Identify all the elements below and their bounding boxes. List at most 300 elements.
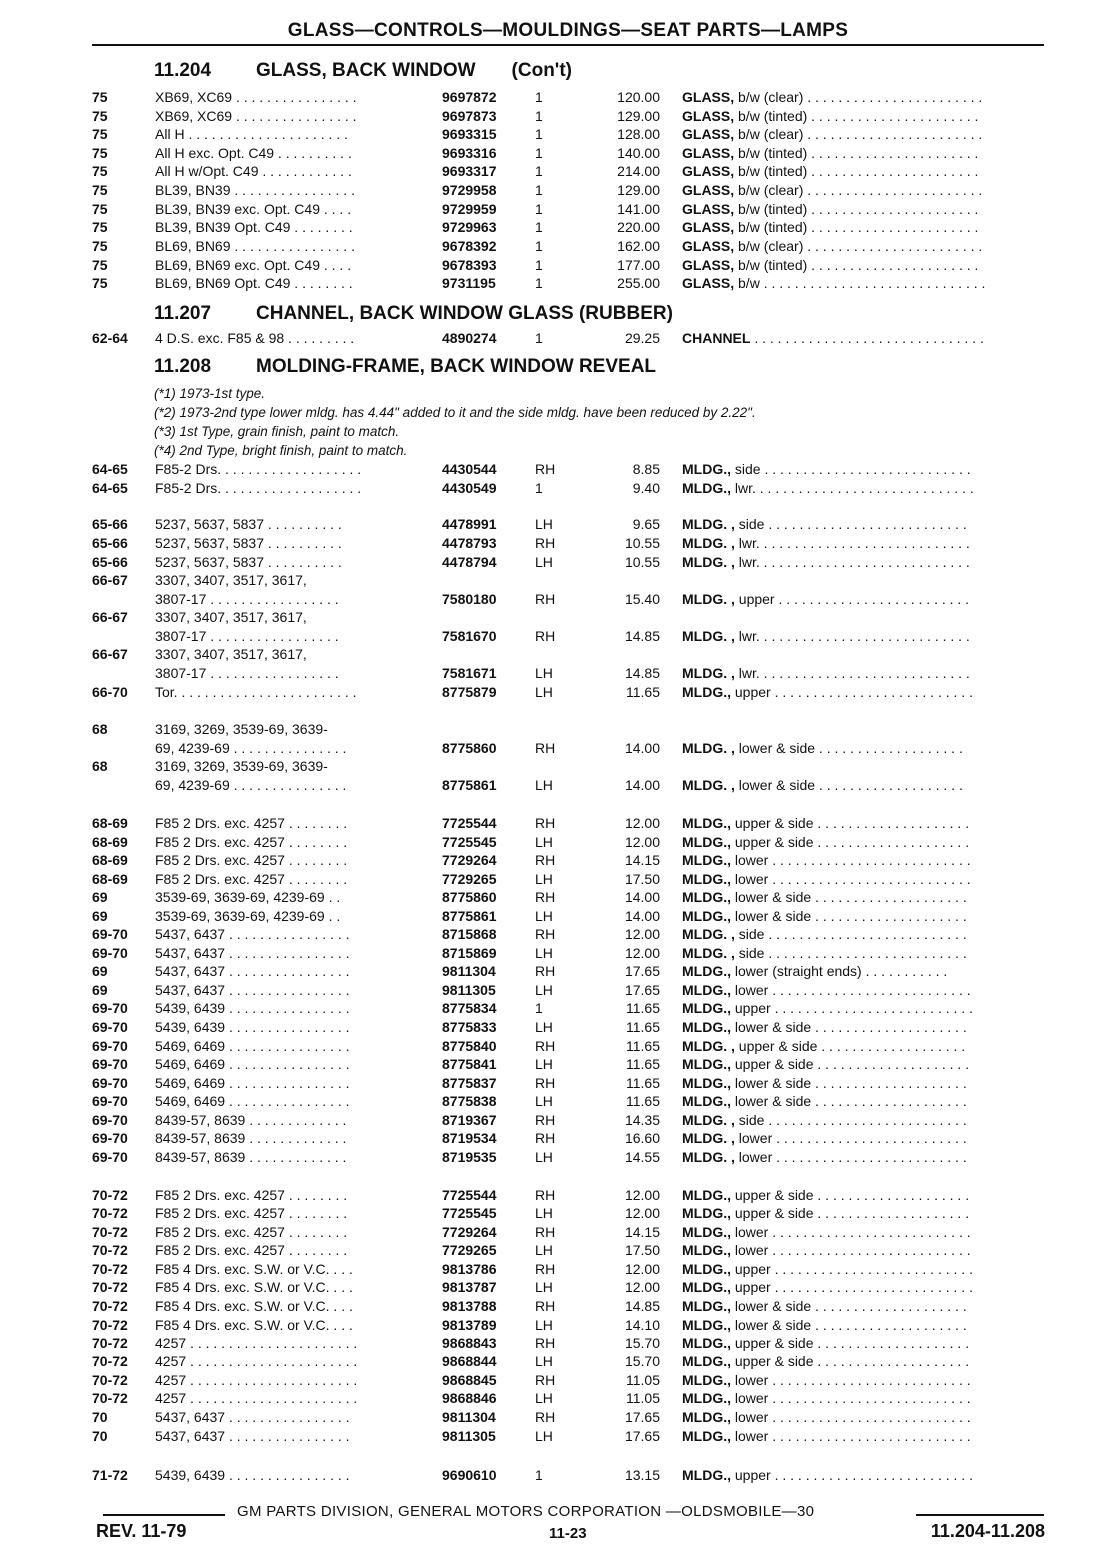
- description: [682, 181, 1044, 199]
- description: [682, 1111, 1044, 1129]
- price: 140.00: [617, 145, 660, 161]
- description-detail: b/w (tinted) . . . . . . . . . . . . . . . . . . . . . .: [734, 163, 979, 179]
- description-keyword: MLDG.,: [682, 1298, 731, 1314]
- description-detail: lower . . . . . . . . . . . . . . . . . . . . . . . . . .: [731, 1242, 971, 1258]
- application: 3539-69, 3639-69, 4239-69 . .: [155, 889, 341, 905]
- quantity: 1: [535, 201, 543, 217]
- footer-rule-right: [916, 1514, 1044, 1516]
- table-row: [92, 757, 1052, 775]
- description: [682, 479, 1044, 497]
- application: 5237, 5637, 5837 . . . . . . . . . .: [155, 516, 342, 532]
- quantity: 1: [535, 480, 543, 496]
- description-keyword: MLDG. ,: [682, 1149, 735, 1165]
- part-number: 9868844: [442, 1353, 497, 1369]
- description-keyword: GLASS,: [682, 126, 735, 142]
- model-year: 69: [92, 908, 108, 924]
- table-row: [92, 907, 1052, 925]
- part-number: 9697873: [442, 108, 497, 124]
- description-keyword: MLDG.,: [682, 1000, 731, 1016]
- table-row: [92, 218, 1052, 236]
- application: 5469, 6469 . . . . . . . . . . . . . . . .: [155, 1075, 350, 1091]
- quantity: RH: [535, 1112, 556, 1128]
- part-number: 4430549: [442, 480, 497, 496]
- price: 14.85: [624, 628, 660, 644]
- model-year: 68-69: [92, 871, 128, 887]
- section-heading: [154, 356, 656, 378]
- description-detail: upper . . . . . . . . . . . . . . . . . . . . . . . . .: [734, 591, 970, 607]
- application: 69, 4239-69 . . . . . . . . . . . . . . .: [155, 740, 347, 756]
- table-row: [92, 1037, 1052, 1055]
- table-row: [92, 814, 1052, 832]
- application: F85-2 Drs. . . . . . . . . . . . . . . . . . .: [155, 480, 362, 496]
- model-year: 68-69: [92, 834, 128, 850]
- description-keyword: GLASS,: [682, 257, 735, 273]
- description-detail: upper & side . . . . . . . . . . . . . . . . . . . .: [731, 1335, 970, 1351]
- application: F85 2 Drs. exc. 4257 . . . . . . . .: [155, 1205, 348, 1221]
- price: 14.15: [624, 1224, 660, 1240]
- description-keyword: MLDG.,: [682, 1317, 731, 1333]
- description-detail: side . . . . . . . . . . . . . . . . . . . . . . . . . .: [734, 926, 967, 942]
- model-year: 75: [92, 108, 108, 124]
- section-note: (*1) 1973-1st type.: [154, 386, 266, 401]
- part-number: 4430544: [442, 461, 497, 477]
- model-year: 75: [92, 163, 108, 179]
- table-row: [92, 1466, 1052, 1484]
- quantity: RH: [535, 926, 556, 942]
- application: 3307, 3407, 3517, 3617,: [155, 646, 307, 662]
- quantity: LH: [535, 834, 553, 850]
- model-year: 66-67: [92, 646, 128, 662]
- description-detail: lower & side . . . . . . . . . . . . . . . . . . .: [734, 740, 963, 756]
- table-row: [92, 1278, 1052, 1296]
- description: [682, 1037, 1044, 1055]
- part-number: 9811305: [442, 1428, 496, 1444]
- quantity: LH: [535, 1019, 553, 1035]
- model-year: 75: [92, 257, 108, 273]
- application: 5437, 6437 . . . . . . . . . . . . . . . .: [155, 945, 350, 961]
- description: [682, 627, 1044, 645]
- table-row: [92, 1186, 1052, 1204]
- table-row: [92, 664, 1052, 682]
- description-detail: side . . . . . . . . . . . . . . . . . . . . . . . . . .: [734, 1112, 967, 1128]
- description-keyword: MLDG.,: [682, 1019, 731, 1035]
- description: [682, 944, 1044, 962]
- price: 128.00: [617, 126, 660, 142]
- part-number: 9811304: [442, 1409, 496, 1425]
- part-number: 7729265: [442, 871, 497, 887]
- section-number: 11.204: [154, 60, 212, 81]
- table-row: [92, 274, 1052, 292]
- application: All H w/Opt. C49 . . . . . . . . . . . .: [155, 163, 352, 179]
- table-row: [92, 1092, 1052, 1110]
- table-row: [92, 181, 1052, 199]
- model-year: 75: [92, 219, 108, 235]
- description-keyword: MLDG.,: [682, 1409, 731, 1425]
- table-row: [92, 1055, 1052, 1073]
- description: [682, 590, 1044, 608]
- application: 3169, 3269, 3539-69, 3639-: [155, 758, 328, 774]
- description: [682, 664, 1044, 682]
- description-detail: lower . . . . . . . . . . . . . . . . . . . . . . . . . .: [731, 1428, 971, 1444]
- table-row: [92, 1204, 1052, 1222]
- quantity: LH: [535, 684, 553, 700]
- model-year: 70-72: [92, 1317, 128, 1333]
- price: 17.65: [624, 982, 660, 998]
- model-year: 70-72: [92, 1353, 128, 1369]
- description-detail: upper . . . . . . . . . . . . . . . . . . . . . . . . . .: [731, 1261, 973, 1277]
- model-year: 70: [92, 1409, 108, 1425]
- description: [682, 907, 1044, 925]
- part-number: 8775840: [442, 1038, 497, 1054]
- part-number: 7581671: [442, 665, 497, 681]
- description-detail: upper . . . . . . . . . . . . . . . . . . . . . . . . . .: [731, 1279, 973, 1295]
- model-year: 70-72: [92, 1279, 128, 1295]
- application: 5469, 6469 . . . . . . . . . . . . . . . .: [155, 1056, 350, 1072]
- description-detail: upper & side . . . . . . . . . . . . . . . . . . .: [734, 1038, 966, 1054]
- quantity: LH: [535, 1353, 553, 1369]
- description: [682, 200, 1044, 218]
- price: 15.70: [624, 1353, 660, 1369]
- application: BL69, BN69 . . . . . . . . . . . . . . . .: [155, 238, 355, 254]
- part-number: 8775861: [442, 777, 497, 793]
- quantity: 1: [535, 89, 543, 105]
- description-keyword: MLDG.,: [682, 684, 731, 700]
- description-detail: lwr. . . . . . . . . . . . . . . . . . . . . . . . . . . .: [734, 554, 970, 570]
- quantity: 1: [535, 275, 543, 291]
- price: 29.25: [624, 330, 660, 346]
- description-detail: b/w (clear) . . . . . . . . . . . . . . . . . . . . . . .: [734, 126, 983, 142]
- section-continued: (Con't): [511, 60, 572, 81]
- model-year: 69-70: [92, 1019, 128, 1035]
- price: 11.65: [626, 684, 660, 700]
- part-number: 4890274: [442, 330, 497, 346]
- application: F85 4 Drs. exc. S.W. or V.C. . . .: [155, 1298, 353, 1314]
- description-detail: upper . . . . . . . . . . . . . . . . . . . . . . . . . .: [731, 684, 973, 700]
- application: F85 4 Drs. exc. S.W. or V.C. . . .: [155, 1279, 353, 1295]
- part-number: 9729959: [442, 201, 497, 217]
- quantity: RH: [535, 889, 556, 905]
- part-number: 9868845: [442, 1372, 497, 1388]
- description-detail: b/w (tinted) . . . . . . . . . . . . . . . . . . . . . .: [734, 201, 979, 217]
- quantity: LH: [535, 1149, 553, 1165]
- application: BL69, BN69 exc. Opt. C49 . . . .: [155, 257, 352, 273]
- description-keyword: MLDG.,: [682, 1224, 731, 1240]
- application: 3539-69, 3639-69, 4239-69 . .: [155, 908, 341, 924]
- table-row: [92, 1297, 1052, 1315]
- table-row: [92, 590, 1052, 608]
- quantity: RH: [535, 1409, 556, 1425]
- quantity: 1: [535, 182, 543, 198]
- page-header: GLASS—CONTROLS—MOULDINGS—SEAT PARTS—LAMPS: [287, 20, 849, 41]
- description-keyword: MLDG. ,: [682, 628, 735, 644]
- part-number: 9813789: [442, 1317, 497, 1333]
- description-detail: lwr. . . . . . . . . . . . . . . . . . . . . . . . . . . .: [734, 665, 970, 681]
- part-number: 8775861: [442, 908, 497, 924]
- description: [682, 776, 1044, 794]
- application: F85-2 Drs. . . . . . . . . . . . . . . . . . .: [155, 461, 362, 477]
- part-number: 9729963: [442, 219, 497, 235]
- part-number: 9813786: [442, 1261, 497, 1277]
- price: 12.00: [624, 815, 660, 831]
- description: [682, 925, 1044, 943]
- price: 14.00: [624, 740, 660, 756]
- table-row: [92, 237, 1052, 255]
- application: F85 2 Drs. exc. 4257 . . . . . . . .: [155, 871, 348, 887]
- table-row: [92, 553, 1052, 571]
- quantity: RH: [535, 591, 556, 607]
- price: 14.10: [624, 1317, 660, 1333]
- part-number: 9813788: [442, 1298, 497, 1314]
- price: 12.00: [624, 945, 660, 961]
- price: 14.55: [624, 1149, 660, 1165]
- description-keyword: MLDG.,: [682, 1335, 731, 1351]
- description-keyword: MLDG.,: [682, 834, 731, 850]
- part-number: 8715868: [442, 926, 497, 942]
- section-number: 11.208: [154, 356, 212, 377]
- description-detail: . . . . . . . . . . . . . . . . . . . . . . . . . . . . . .: [750, 330, 984, 346]
- application: F85 2 Drs. exc. 4257 . . . . . . . .: [155, 852, 348, 868]
- table-row: [92, 925, 1052, 943]
- description: [682, 329, 1044, 347]
- section-heading: [154, 303, 673, 325]
- model-year: 70-72: [92, 1187, 128, 1203]
- application: 5437, 6437 . . . . . . . . . . . . . . . .: [155, 926, 350, 942]
- description: [682, 534, 1044, 552]
- quantity: RH: [535, 1372, 556, 1388]
- model-year: 75: [92, 89, 108, 105]
- table-row: [92, 833, 1052, 851]
- description-detail: lower & side . . . . . . . . . . . . . . . . . . .: [734, 777, 963, 793]
- model-year: 70-72: [92, 1390, 128, 1406]
- model-year: 69-70: [92, 1000, 128, 1016]
- application: All H . . . . . . . . . . . . . . . . . . . . .: [155, 126, 348, 142]
- quantity: RH: [535, 740, 556, 756]
- price: 10.55: [624, 535, 660, 551]
- description-keyword: MLDG. ,: [682, 516, 735, 532]
- description-detail: lower & side . . . . . . . . . . . . . . . . . . . .: [731, 1075, 967, 1091]
- part-number: 9678393: [442, 257, 497, 273]
- description-keyword: MLDG. ,: [682, 1112, 735, 1128]
- description-keyword: MLDG.,: [682, 1056, 731, 1072]
- table-row: [92, 1111, 1052, 1129]
- price: 14.00: [624, 889, 660, 905]
- description-keyword: MLDG.,: [682, 1353, 731, 1369]
- model-year: 70-72: [92, 1335, 128, 1351]
- application: 4257 . . . . . . . . . . . . . . . . . . . . . .: [155, 1353, 358, 1369]
- model-year: 70: [92, 1428, 108, 1444]
- table-row: [92, 627, 1052, 645]
- table-row: [92, 88, 1052, 106]
- description: [682, 1316, 1044, 1334]
- part-number: 9811305: [442, 982, 496, 998]
- application: 5237, 5637, 5837 . . . . . . . . . .: [155, 535, 342, 551]
- description-keyword: GLASS,: [682, 275, 735, 291]
- table-row: [92, 479, 1052, 497]
- quantity: LH: [535, 1242, 553, 1258]
- table-row: [92, 1148, 1052, 1166]
- application: F85 2 Drs. exc. 4257 . . . . . . . .: [155, 1242, 348, 1258]
- application: F85 2 Drs. exc. 4257 . . . . . . . .: [155, 815, 348, 831]
- description: [682, 162, 1044, 180]
- description-detail: lwr. . . . . . . . . . . . . . . . . . . . . . . . . . . . .: [731, 480, 974, 496]
- application: 3307, 3407, 3517, 3617,: [155, 609, 307, 625]
- application: 5437, 6437 . . . . . . . . . . . . . . . .: [155, 1409, 350, 1425]
- quantity: 1: [535, 330, 543, 346]
- quantity: LH: [535, 982, 553, 998]
- model-year: 68: [92, 721, 108, 737]
- model-year: 69-70: [92, 1112, 128, 1128]
- description-keyword: MLDG. ,: [682, 1130, 735, 1146]
- price: 177.00: [617, 257, 660, 273]
- description-detail: b/w (tinted) . . . . . . . . . . . . . . . . . . . . . .: [734, 145, 979, 161]
- table-row: [92, 870, 1052, 888]
- part-number: 7580180: [442, 591, 497, 607]
- quantity: 1: [535, 1467, 543, 1483]
- quantity: LH: [535, 908, 553, 924]
- model-year: 66-67: [92, 609, 128, 625]
- description-keyword: MLDG. ,: [682, 926, 735, 942]
- application: XB69, XC69 . . . . . . . . . . . . . . . .: [155, 108, 357, 124]
- description-keyword: GLASS,: [682, 201, 735, 217]
- description: [682, 125, 1044, 143]
- application: F85 2 Drs. exc. 4257 . . . . . . . .: [155, 1224, 348, 1240]
- description-detail: upper & side . . . . . . . . . . . . . . . . . . . .: [731, 834, 970, 850]
- description-detail: upper . . . . . . . . . . . . . . . . . . . . . . . . . .: [731, 1467, 973, 1483]
- model-year: 70-72: [92, 1261, 128, 1277]
- quantity: RH: [535, 963, 556, 979]
- price: 11.65: [626, 1093, 660, 1109]
- description-keyword: GLASS,: [682, 108, 735, 124]
- model-year: 65-66: [92, 535, 128, 551]
- quantity: LH: [535, 1093, 553, 1109]
- application: 3307, 3407, 3517, 3617,: [155, 572, 307, 588]
- application: Tor. . . . . . . . . . . . . . . . . . . . . . . .: [155, 684, 357, 700]
- table-row: [92, 515, 1052, 533]
- model-year: 69-70: [92, 1093, 128, 1109]
- description-detail: lower . . . . . . . . . . . . . . . . . . . . . . . . . .: [731, 1409, 971, 1425]
- description-detail: b/w . . . . . . . . . . . . . . . . . . . . . . . . . . . . .: [734, 275, 986, 291]
- price: 14.00: [624, 777, 660, 793]
- model-year: 69-70: [92, 926, 128, 942]
- description-keyword: MLDG. ,: [682, 535, 735, 551]
- quantity: 1: [535, 238, 543, 254]
- price: 17.65: [624, 1409, 660, 1425]
- quantity: 1: [535, 163, 543, 179]
- price: 11.05: [626, 1372, 660, 1388]
- quantity: RH: [535, 1298, 556, 1314]
- description-detail: lower & side . . . . . . . . . . . . . . . . . . . .: [731, 1298, 967, 1314]
- description-detail: upper & side . . . . . . . . . . . . . . . . . . . .: [731, 1056, 970, 1072]
- description-keyword: MLDG. ,: [682, 740, 735, 756]
- description-keyword: MLDG.,: [682, 982, 731, 998]
- quantity: RH: [535, 1038, 556, 1054]
- quantity: RH: [535, 815, 556, 831]
- quantity: LH: [535, 516, 553, 532]
- model-year: 70-72: [92, 1205, 128, 1221]
- quantity: RH: [535, 1261, 556, 1277]
- description-detail: lower & side . . . . . . . . . . . . . . . . . . . .: [731, 889, 967, 905]
- price: 11.65: [626, 1056, 660, 1072]
- footer-text: GM PARTS DIVISION, GENERAL MOTORS CORPORATION —OLDSMOBILE—30: [237, 1503, 815, 1520]
- description: [682, 888, 1044, 906]
- description-keyword: MLDG.,: [682, 461, 731, 477]
- model-year: 69-70: [92, 945, 128, 961]
- description: [682, 218, 1044, 236]
- description-detail: lower . . . . . . . . . . . . . . . . . . . . . . . . . .: [731, 1390, 971, 1406]
- model-year: 70-72: [92, 1298, 128, 1314]
- part-number: 9813787: [442, 1279, 497, 1295]
- price: 220.00: [617, 219, 660, 235]
- price: 12.00: [624, 1205, 660, 1221]
- application: BL39, BN39 Opt. C49 . . . . . . . .: [155, 219, 353, 235]
- price: 14.15: [624, 852, 660, 868]
- part-number: 9693317: [442, 163, 497, 179]
- description-keyword: MLDG.,: [682, 1242, 731, 1258]
- table-row: [92, 1074, 1052, 1092]
- quantity: 1: [535, 126, 543, 142]
- description: [682, 1352, 1044, 1370]
- description-detail: side . . . . . . . . . . . . . . . . . . . . . . . . . .: [734, 945, 967, 961]
- quantity: LH: [535, 665, 553, 681]
- part-number: 7581670: [442, 628, 497, 644]
- description-detail: lwr. . . . . . . . . . . . . . . . . . . . . . . . . . . .: [734, 628, 970, 644]
- application: 3807-17 . . . . . . . . . . . . . . . . .: [155, 628, 339, 644]
- part-number: 8775841: [442, 1056, 497, 1072]
- model-year: 65-66: [92, 516, 128, 532]
- application: 4257 . . . . . . . . . . . . . . . . . . . . . .: [155, 1372, 358, 1388]
- description-keyword: GLASS,: [682, 238, 735, 254]
- description-keyword: GLASS,: [682, 219, 735, 235]
- description-detail: lower . . . . . . . . . . . . . . . . . . . . . . . . . .: [731, 1372, 971, 1388]
- application: 4257 . . . . . . . . . . . . . . . . . . . . . .: [155, 1390, 358, 1406]
- description-keyword: MLDG.,: [682, 852, 731, 868]
- model-year: 64-65: [92, 461, 128, 477]
- header-rule: [92, 44, 1044, 46]
- description-detail: lwr. . . . . . . . . . . . . . . . . . . . . . . . . . . .: [734, 535, 970, 551]
- price: 162.00: [617, 238, 660, 254]
- description-keyword: MLDG. ,: [682, 665, 735, 681]
- description: [682, 88, 1044, 106]
- description-detail: lower & side . . . . . . . . . . . . . . . . . . . .: [731, 908, 967, 924]
- model-year: 68: [92, 758, 108, 774]
- price: 11.65: [626, 1038, 660, 1054]
- part-number: 9690610: [442, 1467, 497, 1483]
- price: 17.50: [624, 1242, 660, 1258]
- application: F85 4 Drs. exc. S.W. or V.C. . . .: [155, 1261, 353, 1277]
- description: [682, 1371, 1044, 1389]
- description-keyword: MLDG.,: [682, 1390, 731, 1406]
- table-row: [92, 1352, 1052, 1370]
- table-row: [92, 125, 1052, 143]
- model-year: 65-66: [92, 554, 128, 570]
- description-keyword: GLASS,: [682, 163, 735, 179]
- part-number: 8775837: [442, 1075, 497, 1091]
- application: 4257 . . . . . . . . . . . . . . . . . . . . . .: [155, 1335, 358, 1351]
- description-detail: lower . . . . . . . . . . . . . . . . . . . . . . . . . .: [731, 871, 971, 887]
- price: 12.00: [624, 1279, 660, 1295]
- model-year: 75: [92, 238, 108, 254]
- application: 5437, 6437 . . . . . . . . . . . . . . . .: [155, 982, 350, 998]
- description: [682, 683, 1044, 701]
- description-keyword: MLDG.,: [682, 871, 731, 887]
- price: 11.65: [626, 1000, 660, 1016]
- footer-revision: REV. 11-79: [96, 1521, 187, 1541]
- part-number: 9811304: [442, 963, 496, 979]
- price: 10.55: [624, 554, 660, 570]
- model-year: 69: [92, 963, 108, 979]
- table-row: [92, 256, 1052, 274]
- table-row: [92, 683, 1052, 701]
